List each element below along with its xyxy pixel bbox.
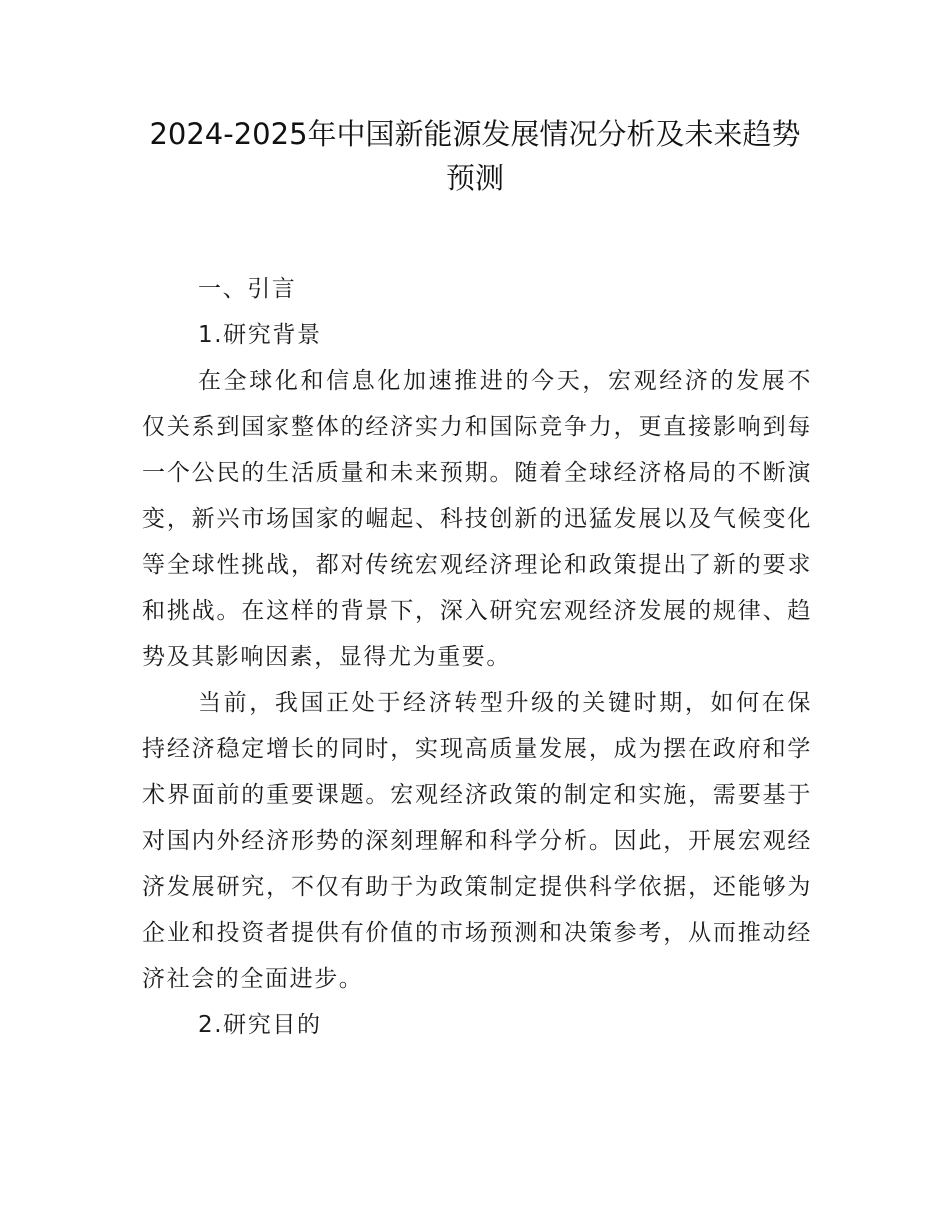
section-heading-intro: 一、引言	[198, 276, 297, 302]
document-body	[142, 266, 812, 1048]
page-title: 2024-2025年中国新能源发展情况分析及未来趋势预测	[149, 117, 801, 195]
paragraph-background-2: 当前，我国正处于经济转型升级的关键时期，如何在保持经济稳定增长的同时，实现高质量发展，成为摆在政府和学术界面前的重要课题。宏观经济政策的制定和实施，需要基于对国内外经济形势的深刻理解和科学分析。因此，开展宏观经济发展研究，不仅有助于为政策制定提供科学依据，还能够为企业和投资者提供有价值的市场预测和决策参考，从而推动经济社会的全面进步。	[142, 690, 812, 992]
subsection-heading-background: 1.研究背景	[198, 322, 322, 348]
paragraph-background-1: 在全球化和信息化加速推进的今天，宏观经济的发展不仅关系到国家整体的经济实力和国际竞争力，更直接影响到每一个公民的生活质量和未来预期。随着全球经济格局的不断演变，新兴市场国家的崛起、科技创新的迅猛发展以及气候变化等全球性挑战，都对传统宏观经济理论和政策提出了新的要求和挑战。在这样的背景下，深入研究宏观经济发展的规律、趋势及其影响因素，显得尤为重要。	[142, 368, 812, 670]
subsection-heading-purpose: 2.研究目的	[198, 1012, 322, 1038]
